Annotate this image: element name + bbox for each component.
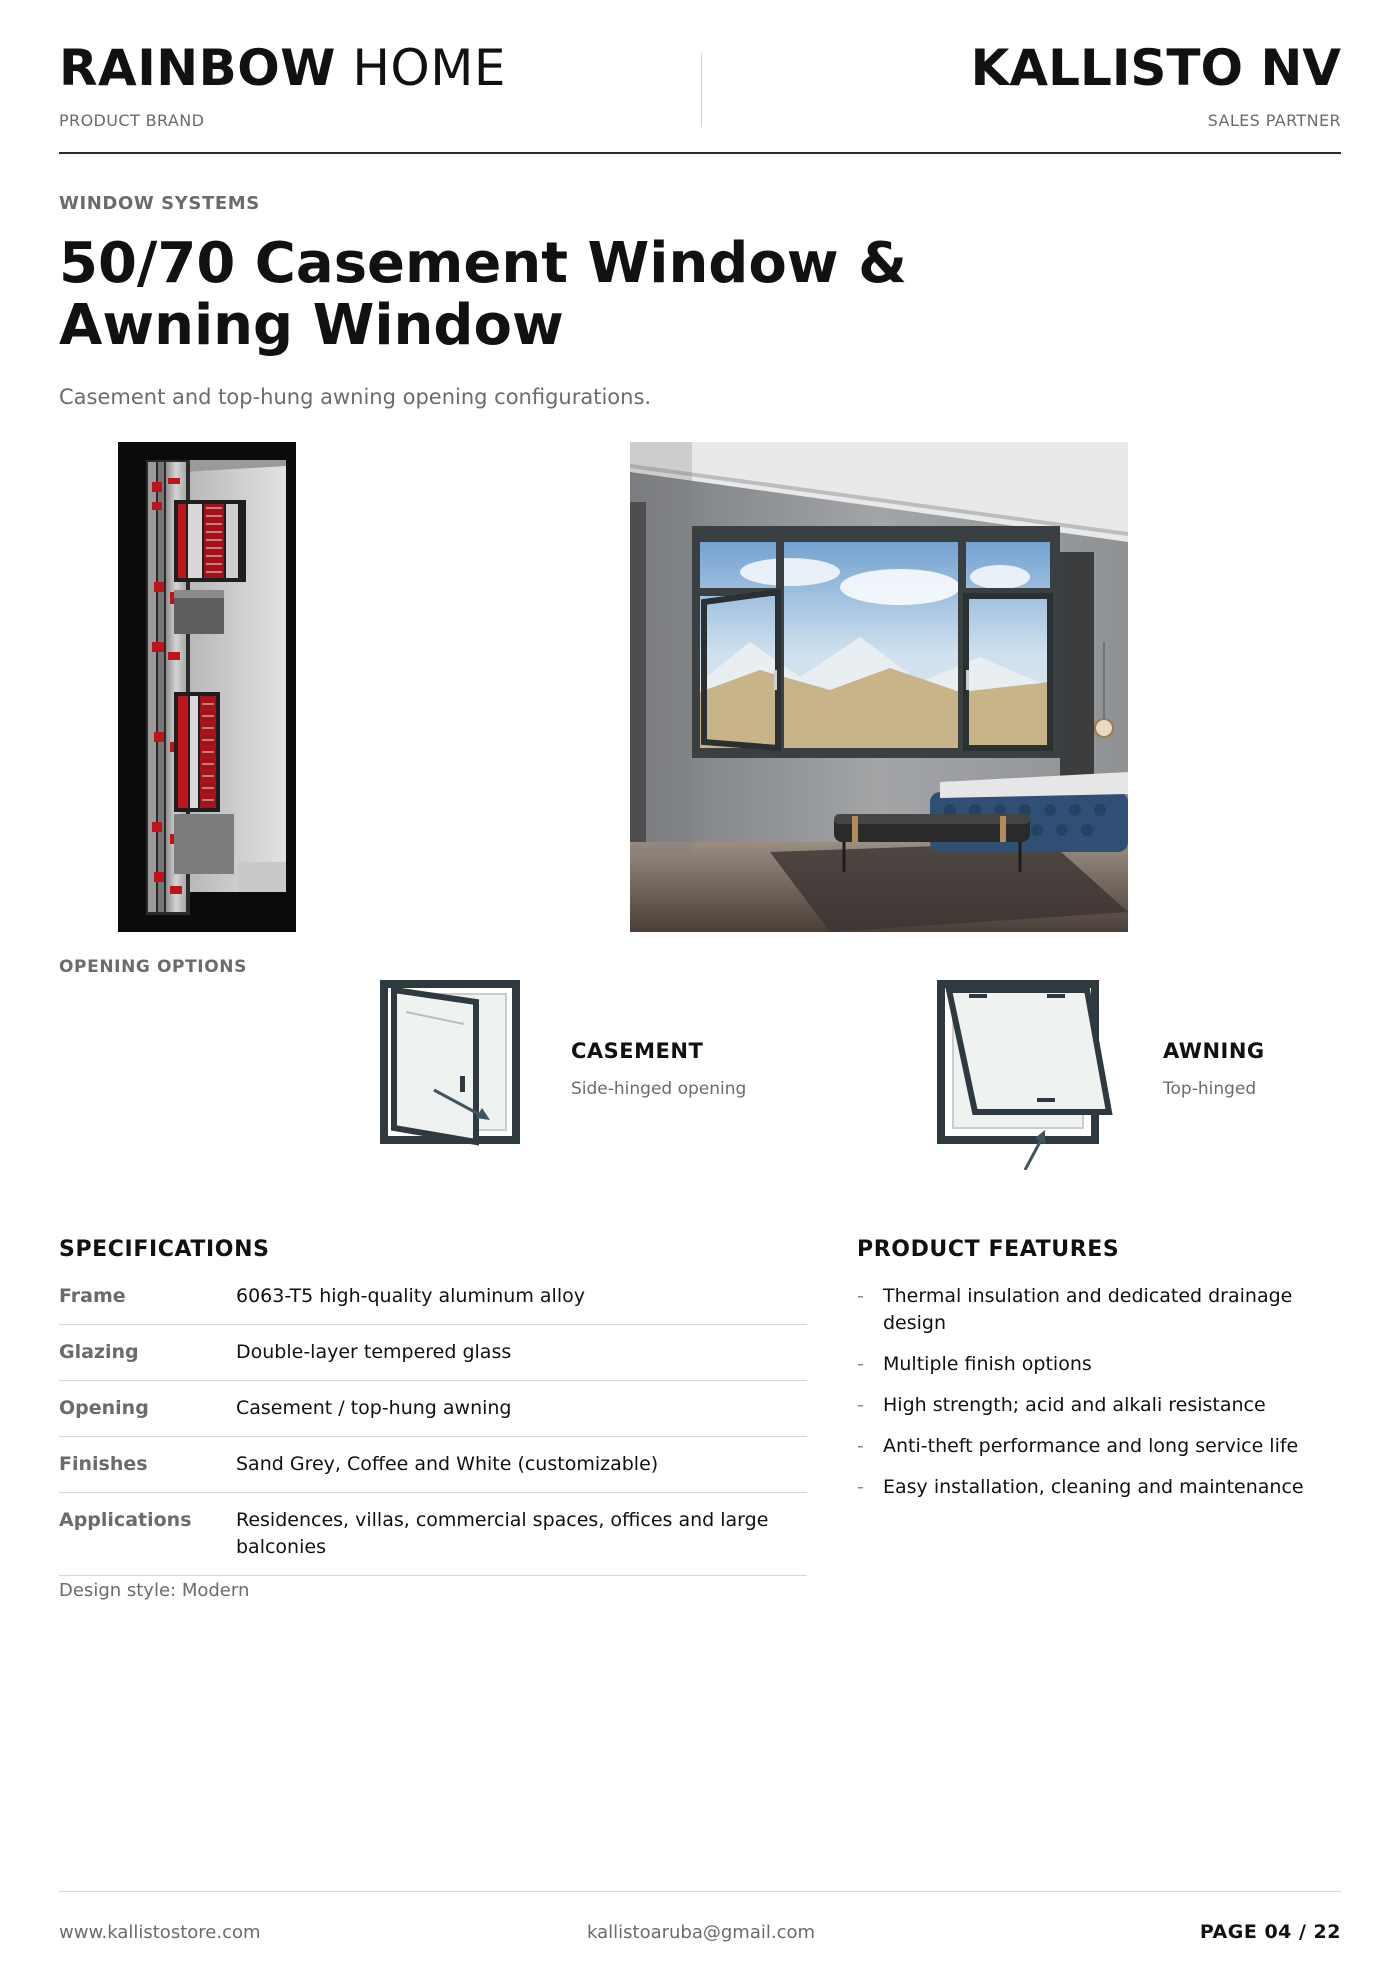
product-brand-caption: PRODUCT BRAND xyxy=(59,111,205,130)
feature-text: Anti-theft performance and long service life xyxy=(883,1435,1299,1457)
feature-text: Thermal insulation and dedicated drainage design xyxy=(883,1285,1293,1334)
list-item xyxy=(857,1433,1347,1460)
spec-value: Double-layer tempered glass xyxy=(236,1341,512,1363)
page-number: PAGE 04 / 22 xyxy=(1199,1921,1341,1943)
spec-row-opening xyxy=(59,1381,807,1437)
footer-email-link[interactable]: kallistoaruba@gmail.com xyxy=(587,1922,816,1943)
product-features-heading: PRODUCT FEATURES xyxy=(857,1237,1120,1262)
bullet-dash: - xyxy=(857,1353,864,1375)
page-title: 50/70 Casement Window & Awning Window xyxy=(59,231,907,358)
awning-desc: Top-hinged xyxy=(1163,1079,1257,1099)
spec-value: Casement / top-hung awning xyxy=(236,1397,512,1419)
specifications-heading: SPECIFICATIONS xyxy=(59,1237,270,1262)
brand-name-strong: RAINBOW xyxy=(59,39,336,97)
spec-label: Glazing xyxy=(59,1341,139,1363)
sales-partner-caption: SALES PARTNER xyxy=(1207,111,1341,130)
spec-value: Residences, villas, commercial spaces, offices and large balconies xyxy=(236,1509,769,1558)
awning-window-icon xyxy=(937,980,1117,1170)
list-item xyxy=(857,1283,1347,1337)
list-item xyxy=(857,1351,1347,1378)
spec-label: Finishes xyxy=(59,1453,148,1475)
brand-name-light: HOME xyxy=(352,39,507,97)
list-item xyxy=(857,1474,1347,1501)
opening-options-heading: OPENING OPTIONS xyxy=(59,957,247,977)
awning-title: AWNING xyxy=(1163,1039,1265,1063)
spec-label: Applications xyxy=(59,1509,192,1531)
product-brand-logo xyxy=(59,38,506,98)
sales-partner-name: KALLISTO NV xyxy=(970,39,1341,97)
bullet-dash: - xyxy=(857,1285,864,1307)
page-subtitle: Casement and top-hung awning opening configurations. xyxy=(59,385,652,409)
feature-text: Multiple finish options xyxy=(883,1353,1092,1375)
spec-row-applications xyxy=(59,1493,807,1576)
footer-website-link[interactable]: www.kallistostore.com xyxy=(59,1922,261,1943)
spec-row-finishes xyxy=(59,1437,807,1493)
design-style-note: Design style: Modern xyxy=(59,1580,250,1601)
spec-value: 6063-T5 high-quality aluminum alloy xyxy=(236,1285,585,1307)
feature-text: High strength; acid and alkali resistance xyxy=(883,1394,1266,1416)
spec-row-glazing xyxy=(59,1325,807,1381)
list-item xyxy=(857,1392,1347,1419)
header-rule xyxy=(59,152,1341,154)
casement-window-icon xyxy=(380,980,522,1150)
specifications-table xyxy=(59,1275,807,1576)
footer-rule xyxy=(59,1891,1341,1892)
spec-row-frame xyxy=(59,1275,807,1325)
product-features-list xyxy=(857,1283,1347,1515)
bullet-dash: - xyxy=(857,1394,864,1416)
spec-value: Sand Grey, Coffee and White (customizable) xyxy=(236,1453,659,1475)
spec-label: Opening xyxy=(59,1397,149,1419)
casement-title: CASEMENT xyxy=(571,1039,704,1063)
spec-label: Frame xyxy=(59,1285,126,1307)
casement-desc: Side-hinged opening xyxy=(571,1079,747,1099)
profile-section-image xyxy=(118,442,296,932)
room-window-photo xyxy=(630,442,1128,932)
category-label: WINDOW SYSTEMS xyxy=(59,193,260,214)
bullet-dash: - xyxy=(857,1476,864,1498)
bullet-dash: - xyxy=(857,1435,864,1457)
feature-text: Easy installation, cleaning and maintenance xyxy=(883,1476,1304,1498)
header-divider xyxy=(701,53,702,127)
